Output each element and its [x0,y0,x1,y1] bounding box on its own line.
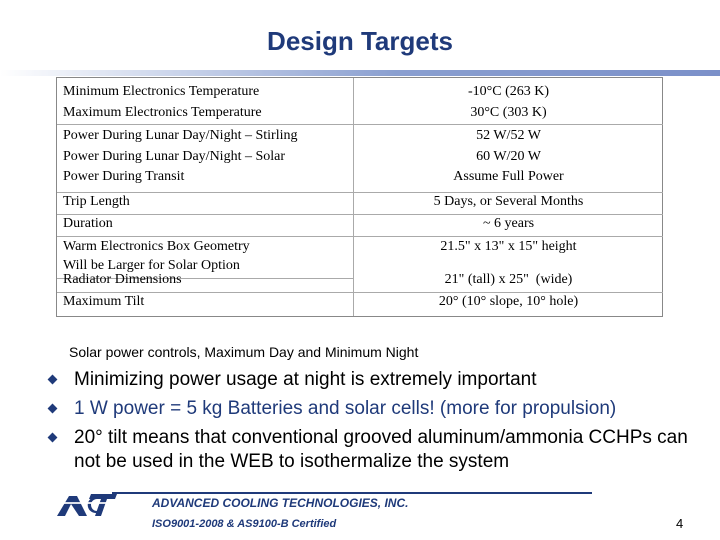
table-row [354,214,663,237]
bullet-text: Minimizing power usage at night is extremely important [74,369,537,390]
parameter-cell: Duration [63,216,113,231]
value-cell: 21.5" x 13" x 15" height [440,239,577,254]
act-logo [57,490,117,516]
parameter-cell: Maximum Tilt [63,294,145,309]
table-row [57,78,354,125]
value-cell: -10°C (263 K) 30°C (303 K) [467,84,550,120]
table-row [57,270,354,293]
list-item [44,426,704,474]
page-title: Design Targets [267,26,453,56]
parameter-cell: Minimum Electronics Temperature Maximum Electronics Temperature [63,84,262,120]
bullet-text: 20° tilt means that conventional grooved aluminum/ammonia CCHPs can not be used in the WEB to isothermalize the system [74,427,688,472]
table-row [57,214,354,237]
design-targets-table [56,77,663,317]
parameter-cell: Radiator Dimensions [63,272,182,287]
table-row [57,124,354,193]
page-number: 4 [676,516,684,531]
parameter-cell: Power During Lunar Day/Night – Stirling Power During Lunar Day/Night – Solar Power During Transit [63,128,298,184]
table-row [57,292,354,316]
table-row [354,124,663,193]
value-column [353,78,663,316]
bullet-text: 1 W power = 5 kg Batteries and solar cells! (more for propulsion) [74,398,617,419]
table-row [354,270,663,293]
value-cell: 52 W/52 W 60 W/20 W Assume Full Power [453,128,564,184]
list-item [44,368,704,392]
footer-divider [112,492,592,494]
company-name: ADVANCED COOLING TECHNOLOGIES, INC. [152,496,409,510]
list-item [44,397,704,421]
value-cell: 5 Days, or Several Months [433,194,584,209]
diamond-bullet-icon [48,404,58,414]
bullet-list [44,368,704,479]
certification-text: ISO9001-2008 & AS9100-B Certified [152,518,337,530]
table-row [354,292,663,316]
parameter-cell: Trip Length [63,194,130,209]
value-cell: ~ 6 years [482,216,535,231]
diamond-bullet-icon [48,375,58,385]
value-cell: 20° (10° slope, 10° hole) [438,294,579,309]
parameter-column [57,78,354,316]
value-cell: 21" (tall) x 25" (wide) [444,272,573,287]
table-row [57,192,354,215]
table-row [354,78,663,125]
table-row [354,192,663,215]
parameter-cell: Warm Electronics Box Geometry Will be Larger for Solar Option [63,239,250,273]
title-divider [0,70,720,76]
diamond-bullet-icon [48,433,58,443]
table-row [354,236,663,270]
note-text: Solar power controls, Maximum Day and Minimum Night [69,344,419,360]
